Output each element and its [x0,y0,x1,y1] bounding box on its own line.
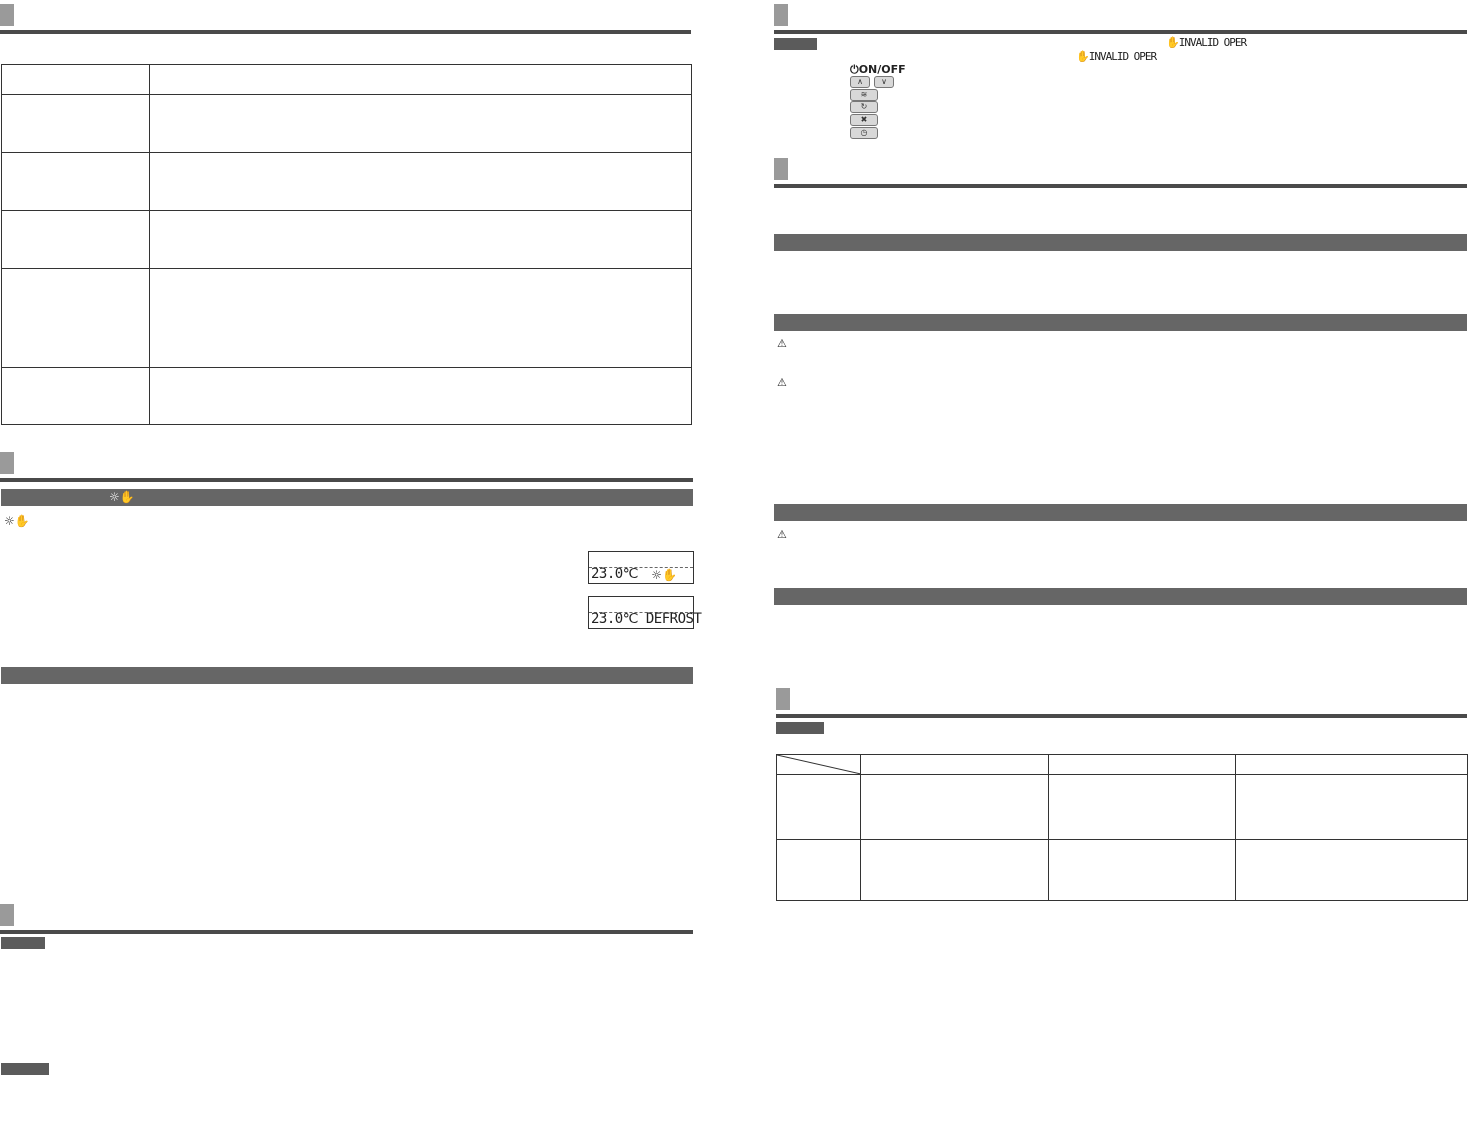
section-tab [0,452,14,474]
invalid-oper-text: ✋INVALID OPER [1166,36,1247,49]
lcd-temperature: 23.0℃ [591,566,638,582]
section-tab [774,158,788,180]
section-tab [776,688,790,710]
lcd-display-defrost [588,596,702,629]
swing-button [850,101,878,113]
note-tag [776,722,824,734]
sun-hand-icon: ☼✋ [651,568,677,582]
chevron-up-icon: ∧ [857,77,863,86]
spec-table [1,64,692,425]
table-row [2,269,692,368]
table-row [2,153,692,211]
table-row [777,755,1468,775]
hand-icon: ✋ [1076,50,1089,63]
on-off-button-label: ⏻ON/OFF [850,63,906,76]
note-tag [1,1063,49,1075]
subsection-bar-3 [774,234,1467,251]
temp-up-button [850,76,870,88]
diagonal-header-cell [777,755,861,775]
section-header-2 [0,452,693,482]
hand-icon: ✋ [1166,36,1179,49]
warning-icon: ⚠ [777,376,787,389]
section-header-5 [774,158,1467,188]
note-tag [774,38,817,50]
subsection-bar-6 [774,588,1467,605]
section-header-4 [774,4,1467,34]
table-row [777,775,1468,840]
lcd-display-heating [588,551,694,584]
mode-button [850,89,878,101]
lcd-temperature-defrost [591,611,701,627]
fan-button [850,114,878,126]
table-row [2,65,692,95]
mode-icon: ≋ [860,90,868,99]
section-tab [0,904,14,926]
diagonal-line [777,755,861,775]
warning-icon: ⚠ [777,337,787,350]
comparison-table [776,754,1468,901]
section-rule [774,184,1467,188]
table-row [2,368,692,425]
lcd-defrost-label: DEFROST [645,611,702,627]
power-icon: ⏻ [850,63,859,76]
sun-hand-icon: ☼✋ [109,490,135,504]
subsection-bar-heating [1,489,693,506]
chevron-down-icon: ∨ [881,77,887,86]
sun-hand-icon: ☼✋ [4,514,30,528]
section-rule [0,30,691,34]
section-tab [0,4,14,26]
section-header-3 [0,904,693,934]
note-tag [1,937,45,949]
section-rule [776,714,1467,718]
warning-icon: ⚠ [777,528,787,541]
invalid-oper-text: ✋INVALID OPER [1076,50,1157,63]
section-rule [0,478,693,482]
clock-icon: ◷ [860,128,868,137]
subsection-bar-2 [1,667,693,684]
timer-button [850,127,878,139]
subsection-bar-4 [774,314,1467,331]
table-row [2,95,692,153]
section-header-6 [776,688,1467,718]
swing-icon: ↻ [860,102,868,111]
lcd-temperature: 23.0℃ [591,611,638,627]
fan-icon: ✖ [860,115,868,124]
temp-down-button [874,76,894,88]
subsection-bar-5 [774,504,1467,521]
section-header-1 [0,4,691,34]
table-row [777,840,1468,901]
section-rule [0,930,693,934]
section-rule [774,30,1467,34]
table-row [2,211,692,269]
section-tab [774,4,788,26]
